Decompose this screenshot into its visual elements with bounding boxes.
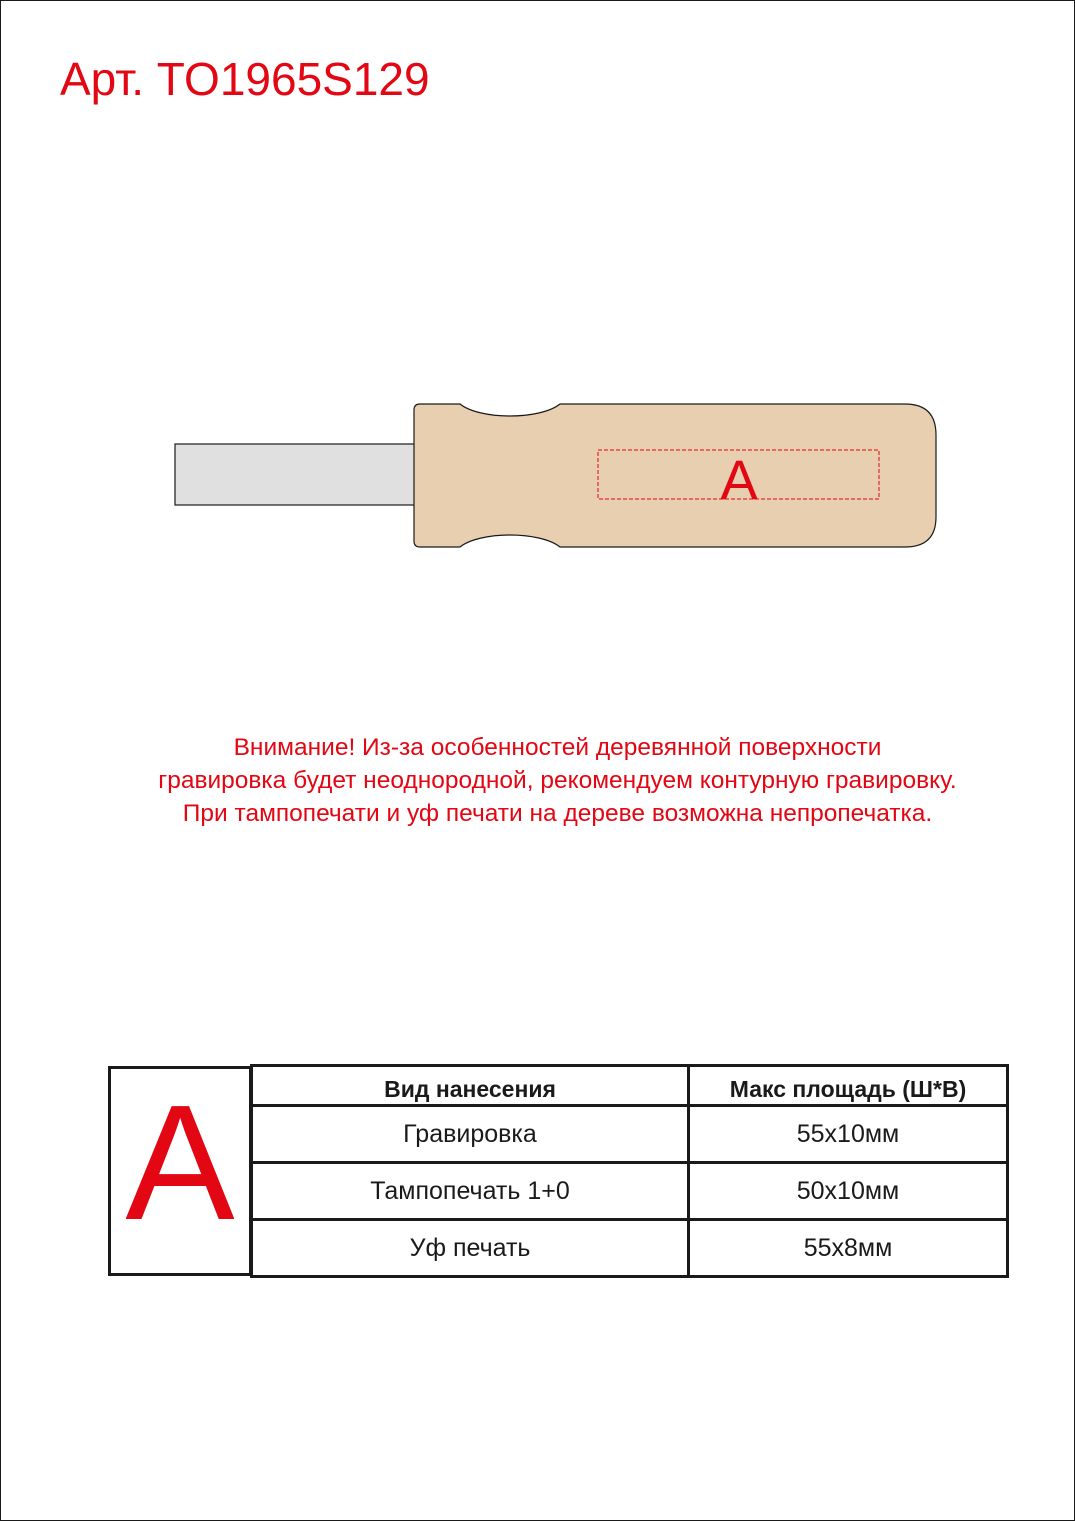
print-zone-label: A: [720, 448, 758, 511]
max-area-cell: 50x10мм: [689, 1163, 1008, 1220]
method-cell: Тампопечать 1+0: [252, 1163, 689, 1220]
screwdriver-handle: [414, 404, 936, 547]
header-method: Вид нанесения: [252, 1066, 689, 1106]
method-cell: Гравировка: [252, 1106, 689, 1163]
zone-letter: A: [125, 1071, 235, 1254]
table-header-row: [252, 1066, 1008, 1106]
max-area-cell: 55x8мм: [689, 1220, 1008, 1277]
article-title: Арт. TO1965S129: [60, 53, 430, 105]
notice-line-3: При тампопечати и уф печати на дереве возможна непропечатка.: [182, 800, 933, 827]
method-cell: Уф печать: [252, 1220, 689, 1277]
zone-letter-cell: [108, 1066, 252, 1276]
spec-table: [250, 1064, 1009, 1278]
notice-line-1: Внимание! Из-за особенностей деревянной поверхности: [233, 734, 882, 761]
max-area-cell: 55x10мм: [689, 1106, 1008, 1163]
table-row: [252, 1220, 1008, 1277]
table-row: [252, 1106, 1008, 1163]
notice-line-2: гравировка будет неоднородной, рекомендуем контурную гравировку.: [158, 767, 957, 794]
product-drawing: [0, 0, 1075, 700]
notice-text: [0, 731, 1075, 830]
table-row: [252, 1163, 1008, 1220]
header-max-area: Макс площадь (Ш*В): [689, 1066, 1008, 1106]
screwdriver-shaft: [175, 444, 416, 505]
